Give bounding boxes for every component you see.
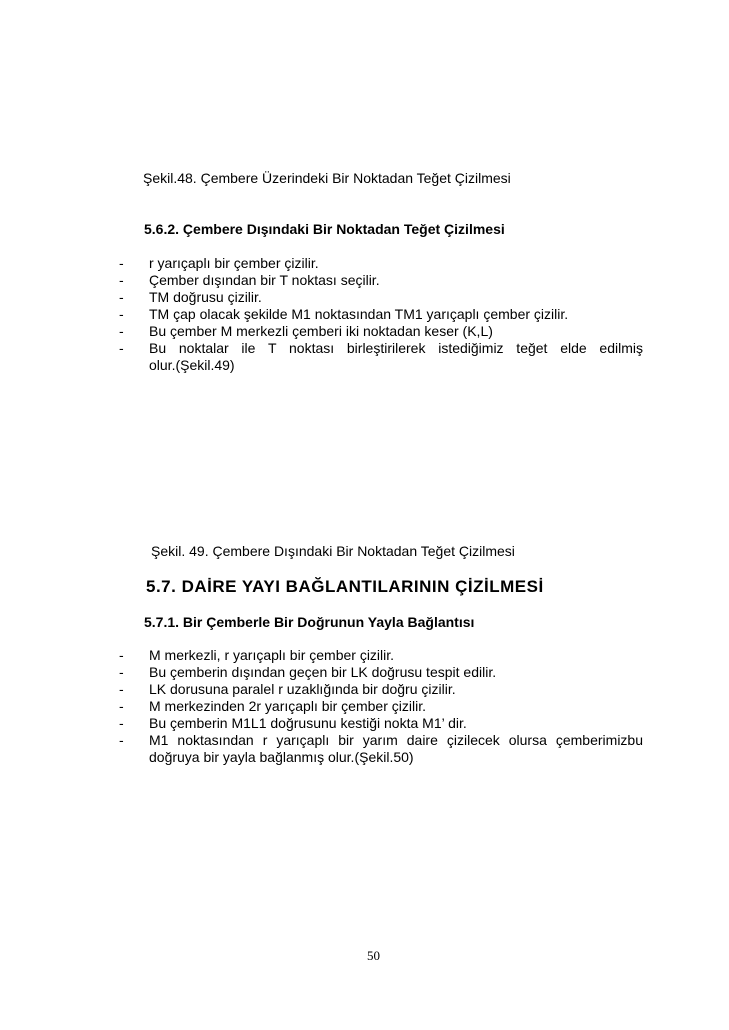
list-bullet: - xyxy=(119,732,124,748)
list-bullet: - xyxy=(119,255,124,271)
list-bullet: - xyxy=(119,681,124,697)
list-item: Bu çemberin dışından geçen bir LK doğrusu tespit edilir. xyxy=(149,664,497,680)
list-item-continuation: olur.(Şekil.49) xyxy=(149,357,235,373)
list-bullet: - xyxy=(119,306,124,322)
list-bullet: - xyxy=(119,323,124,339)
list-item: Bu noktalar ile T noktası birleştirilerek istediğimiz teğet elde edilmiş xyxy=(149,340,643,356)
list-item: r yarıçaplı bir çember çizilir. xyxy=(149,255,319,271)
list-bullet: - xyxy=(119,715,124,731)
page-number: 50 xyxy=(367,948,380,963)
list-bullet: - xyxy=(119,289,124,305)
list-bullet: - xyxy=(119,272,124,288)
list-item: M1 noktasından r yarıçaplı bir yarım daire çizilecek olursa çemberimizbu xyxy=(149,732,643,748)
list-bullet: - xyxy=(119,664,124,680)
section-heading-5-7: 5.7. DAİRE YAYI BAĞLANTILARININ ÇİZİLMESİ xyxy=(146,577,544,596)
section-heading-5-7-1: 5.7.1. Bir Çemberle Bir Doğrunun Yayla Bağlantısı xyxy=(144,614,475,630)
list-item-continuation: doğruya bir yayla bağlanmış olur.(Şekil.50) xyxy=(149,749,414,765)
list-item: Bu çemberin M1L1 doğrusunu kestiği nokta M1’ dir. xyxy=(149,715,467,731)
list-item: Bu çember M merkezli çemberi iki noktadan keser (K,L) xyxy=(149,323,493,339)
list-item: M merkezli, r yarıçaplı bir çember çizilir. xyxy=(149,647,395,663)
list-item: TM çap olacak şekilde M1 noktasından TM1 yarıçaplı çember çizilir. xyxy=(149,306,569,322)
list-item: LK dorusuna paralel r uzaklığında bir doğru çizilir. xyxy=(149,681,456,697)
list-bullet: - xyxy=(119,647,124,663)
list-item: TM doğrusu çizilir. xyxy=(149,289,262,305)
list-bullet: - xyxy=(119,698,124,714)
section-heading-5-6-2: 5.6.2. Çembere Dışındaki Bir Noktadan Teğet Çizilmesi xyxy=(144,221,505,237)
list-item: M merkezinden 2r yarıçaplı bir çember çizilir. xyxy=(149,698,426,714)
figure-caption-49: Şekil. 49. Çembere Dışındaki Bir Noktadan Teğet Çizilmesi xyxy=(151,543,515,559)
list-bullet: - xyxy=(119,340,124,356)
list-item: Çember dışından bir T noktası seçilir. xyxy=(149,272,380,288)
figure-caption-48: Şekil.48. Çembere Üzerindeki Bir Noktadan Teğet Çizilmesi xyxy=(143,170,511,186)
